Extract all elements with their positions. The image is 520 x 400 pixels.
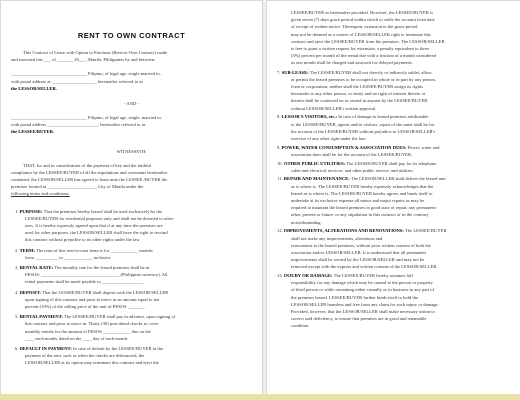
clause-line: cable and electrical services, and other public service, and utilities.	[291, 167, 414, 173]
clause-first-line	[277, 69, 513, 76]
clause-text: In case of damage to leased premises attributable	[338, 114, 429, 120]
continued-line: contract and eject the LESSEE/BUYER from the premises. The LESSOR/SELLER	[291, 38, 445, 44]
clause-line: of third person or while remaining either casually or in business in any part of	[291, 287, 435, 293]
intro-line: This Contract of Lease with Option to Purchase (Rent-to-Own Contract) made	[23, 50, 168, 55]
recital-line: premises located at _____________________, City of Manila under the	[11, 184, 144, 190]
clause-number: 5.	[15, 314, 19, 320]
bottom-border	[0, 394, 520, 400]
contract-title: RENT TO OWN CONTRACT	[77, 31, 186, 40]
clause-line: correct said deficiency, to ensure that premises are in good and tenantable	[291, 316, 427, 322]
continued-line: may not be deemed as a waiver of LESSOR/SELLER right to terminate this	[291, 31, 431, 37]
recital-line: THAT, for and in consideration of the payment of key and the faithful	[23, 162, 152, 168]
recital-line: following terms and conditions:	[11, 191, 70, 197]
clause-heading: IMPROVEMENTS, ALTERATIONS AND RENOVATIONS:	[283, 228, 404, 234]
clause-number: 6.	[15, 346, 19, 351]
clause-number: 3.	[15, 265, 19, 270]
clause-line: condition.	[291, 323, 310, 329]
and-separator: - AND -	[123, 101, 140, 106]
clause-number: 9.	[277, 144, 281, 150]
clause-text: The monthly rate for the leased premises shall be in	[54, 265, 150, 270]
clause-heading: TERM:	[19, 247, 35, 253]
clause-line: association dues shall be for the account of the LESSEE/BUYER.	[291, 151, 413, 157]
clause-line: form or corporation, neither shall the LESSEE/BUYER assign its rights	[291, 84, 423, 89]
continued-line: given seven (7) days grace period within which to settle the account from date	[291, 17, 435, 23]
clause-line: therein shall be conferred on or vested in anyone by the LESSEE/BUYER	[291, 98, 428, 104]
clause-number: 8.	[277, 114, 281, 120]
clause-heading: REPAIR AND MAINTENANCE:	[283, 176, 350, 182]
clause-line: Provided, however, that the LESSOR/SELLER shall make necessary action to	[291, 309, 435, 314]
clause-line: required to maintain the leased premises in good state of repair, any permanent	[291, 205, 436, 211]
clause-number: 7.	[277, 69, 281, 75]
clause-heading: PURPOSE:	[19, 208, 43, 214]
clause-line: monthly rentals for the amount of PESOS ____________ due on the	[25, 328, 151, 334]
page-2-content	[267, 1, 520, 395]
clause-text: The LESSEE/BUYER shall pay in advance, upon signing of	[64, 314, 176, 320]
recital-line: compliance by the LESSEE/BUYER of all the stipulations and covenants hereinafter	[11, 169, 168, 175]
clause-text: That the LESSEE/BUYER shall deposit with the LESSOR/SELLER	[42, 289, 169, 295]
clause-first-line	[277, 227, 513, 234]
clause-line: renovations to the leased premises, without prior written consent of both the	[291, 242, 431, 248]
clause-first-line	[277, 175, 513, 182]
clause-line: percent (10%) of the selling price of the unit of PESOS _______.	[25, 304, 145, 309]
party-line: with postal address ______________________, hereinafter referred to as	[11, 122, 146, 128]
clause-first-line	[15, 247, 254, 254]
clause-line: ____ each month, dated on the ____ day of each month.	[25, 335, 129, 341]
clause-text: The LESSOR/SELLER shall deliver the leased unit	[350, 176, 446, 182]
clause-line: to the LESSEE/BUYER, agents and/or visitors, repair of the same shall be for	[291, 121, 435, 127]
clause-first-line	[15, 313, 254, 320]
clause-text: The LESSEE/BUYER shall pay for its telephone,	[346, 160, 438, 166]
clause-text: That the premises hereby leased shall be used exclusively by the	[43, 208, 163, 214]
clause-number: 10.	[277, 160, 283, 166]
intro-line: with postal address at ___________________, hereinafter referred to as	[11, 78, 144, 84]
clause-line: removed except with the express and written consent of the LESSOR/SELLER.	[291, 264, 438, 270]
clause-number: 12.	[277, 228, 283, 234]
clause-line: payment of the rent, such as when the checks are dishonored, the	[25, 353, 145, 359]
continued-line: (3%) percent per month of the rental due with a fraction of a month considered	[291, 53, 436, 59]
document-page-2	[266, 0, 520, 396]
clause-heading: RENTAL PAYMENT:	[19, 314, 63, 320]
clause-heading: OTHER PUBLIC UTILITIES:	[283, 160, 346, 166]
clause-first-line	[15, 208, 254, 215]
clause-line: leased as is where is. The LESSEE/BUYER hereby agrees and binds itself to	[291, 190, 433, 196]
page-1-content	[1, 1, 262, 395]
clause-first-line	[15, 264, 254, 271]
recital-line: contained, the LESSOR/SELLER has agreed to lease unto the LESSEE /BUYER the	[11, 177, 168, 182]
clause-number: 13.	[277, 273, 283, 278]
clause-text: The LESSEE/BUYER hereby assumes full	[333, 273, 413, 278]
clause-first-line	[277, 113, 513, 120]
intro-line: and executed this ___ of _______ 20___, Manila, Philippines by and between:	[11, 57, 156, 63]
clause-line: uses. It is hereby expressly agreed upon that if at any time the premises are	[25, 223, 163, 228]
clause-line: LESSOR/SELLER harmless and free from any claim for such injury or damage.	[291, 301, 439, 307]
clause-line: responsibility for any damage which may be caused to the person or property	[291, 280, 433, 286]
clause-line: other, present or future, or any stipulation in this contract or in the contrary	[291, 212, 429, 218]
clause-first-line	[15, 345, 254, 352]
clause-heading: DEPOSIT:	[19, 289, 41, 295]
clause-number: 4.	[15, 289, 19, 295]
witnesseth-heading: WITNESSETH:	[116, 148, 147, 154]
clause-line: without LESSOR/SELLER's written approval.	[291, 105, 377, 111]
clause-number: 1.	[15, 208, 19, 214]
clause-first-line	[277, 272, 513, 279]
continued-line: of receipt of written notice. Thereupon, extension to the grace period	[291, 24, 418, 30]
clause-line: shall not make any improvements, alterations and	[291, 235, 383, 241]
clause-line: exercise of any other right under the law.	[291, 135, 367, 141]
clause-heading: INJURY OR DAMAGE:	[283, 273, 333, 278]
clause-line: LESSOR/SELLER at its option may terminate this contract and eject the	[25, 360, 159, 366]
party-line: the LESSEE/BUYER.	[11, 129, 55, 135]
clause-line: or permit the leased premises to be occupied in whole or in part by any person,	[291, 76, 436, 82]
clause-first-line	[277, 160, 513, 167]
clause-heading: POWER, WATER CONSUMPTION & ASSOCIATION DUES:	[281, 144, 407, 150]
clause-line: association and/or LESSOR/SELLER. It is understood that all permanent	[291, 249, 426, 255]
clause-heading: SUB-LEASE:	[281, 69, 309, 75]
party-line: _________________________________ Filipino, of legal age, single, married to,	[11, 115, 162, 120]
clause-line: the account of the LESSEE/BUYER without prejudice to LESSOR/SELLER's	[291, 128, 436, 134]
clause-text: The term of this rent-to-own lease is for ____________ months	[36, 247, 153, 253]
clause-first-line	[277, 144, 513, 151]
clause-number: 2.	[15, 247, 19, 253]
clause-number: 11.	[277, 176, 283, 182]
clause-line: this contract and prior to move in. Thirty (30) post-dated checks to cover	[25, 321, 159, 327]
clause-line: from __________ to ____________, inclusive.	[25, 254, 112, 260]
clause-line: LESSEE/BUYER for residential purposes only and shall not be diverted to other	[25, 215, 174, 221]
continued-line: is free to grant a written request for extension, a penalty equivalent to three	[291, 46, 430, 51]
clause-line: as is where is. The LESSEE/BUYER hereby expressly acknowledges that the	[291, 183, 434, 189]
clause-first-line	[15, 289, 254, 296]
clause-line: used for other purposes, the LESSOR/SELLER shall have the right to rescind	[25, 230, 168, 236]
clause-line: hereunder to any other person, or entity and no right of interest thereto or	[291, 91, 426, 97]
clause-line: upon signing of this contract and prior to move in an amount equal to ten	[25, 296, 160, 302]
clause-line: PESOS: __________________________________ (Philippine currency). All	[25, 272, 168, 278]
clause-text: Power, water and	[407, 144, 440, 150]
clause-line: the premises leased. LESSEE/BUYER further binds itself to hold the	[291, 294, 419, 300]
clause-line: improvements shall be owned by the LESSOR/SELLER and may not be	[291, 257, 425, 263]
intro-line: _________________________________ Filipino, of legal age, single married to,	[11, 71, 161, 77]
clause-line: undertake at its exclusive expense all minor and major repairs as may be	[291, 198, 425, 203]
clause-text: The LESSEE/BUYER shall not directly or indirectly sublet, allow	[309, 69, 432, 75]
clause-line: notwithstanding.	[291, 219, 322, 225]
clause-text: In case of default by the LESSEE/BUYER in the	[72, 346, 163, 351]
clause-text: The LESSEE/BUYER	[405, 228, 447, 234]
intro-line: the LESSOR/SELLER.	[11, 85, 57, 91]
clause-heading: RENTAL RATE:	[19, 265, 54, 270]
clause-line: this contract without prejudice to its other rights under the law.	[25, 237, 141, 243]
clause-heading: DEFAULT IN PAYMENT:	[19, 346, 72, 351]
continued-line: as one month shall be charged and assessed for delayed payments.	[291, 60, 413, 66]
clause-line: rental payments shall be made payable to __________________.	[25, 279, 145, 285]
continued-line: LESSEE/BUYER as hereinafter provided. However, the LESSEE/BUYER is	[291, 10, 434, 15]
clause-heading: LESSOR'S VISITORS, etc.:	[281, 114, 338, 120]
